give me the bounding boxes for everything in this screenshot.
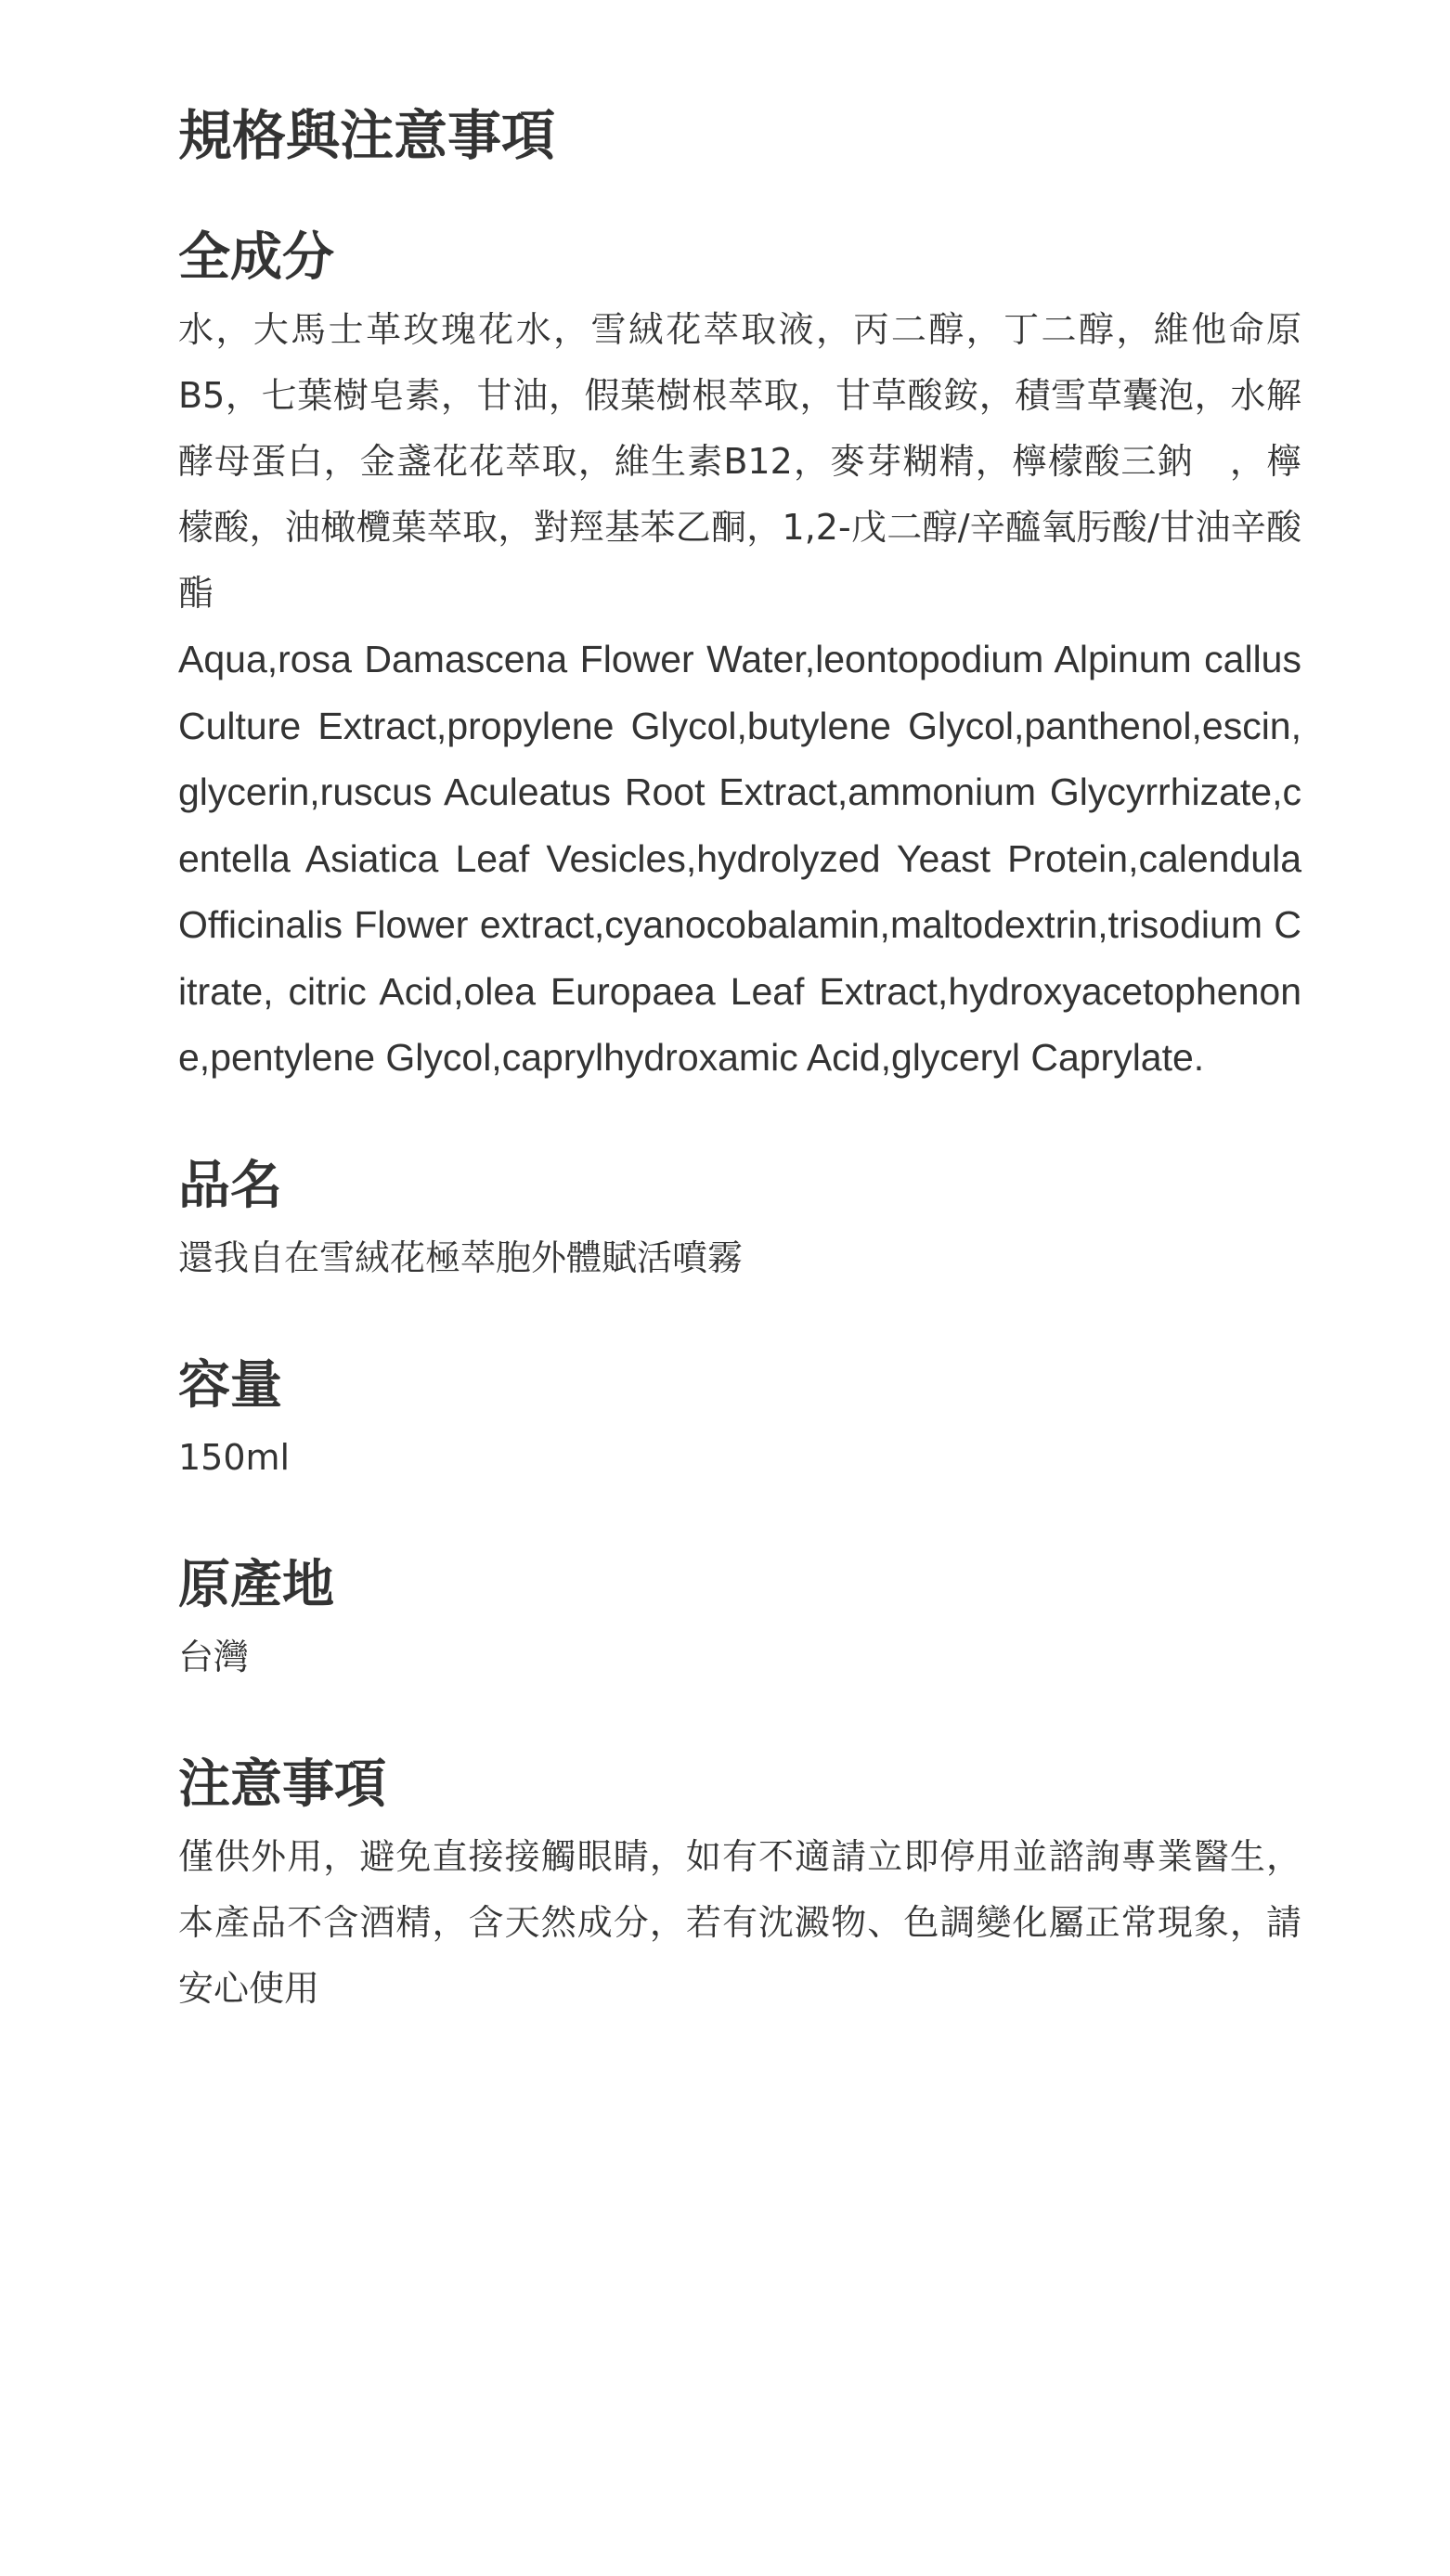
notes-heading: 注意事項 <box>178 1754 386 1815</box>
notes-section <box>178 1750 1301 2022</box>
product-name-value: 還我自在雪絨花極萃胞外體賦活噴霧 <box>178 1236 744 1278</box>
capacity-heading: 容量 <box>178 1354 282 1416</box>
product-name-section <box>178 1151 1301 1291</box>
origin-value: 台灣 <box>178 1636 250 1677</box>
ingredients-section <box>178 223 1301 1092</box>
product-name-heading: 品名 <box>178 1155 282 1216</box>
ingredients-heading: 全成分 <box>178 227 334 288</box>
page-title: 規格與注意事項 <box>178 104 556 167</box>
origin-heading: 原產地 <box>178 1554 334 1615</box>
ingredients-chinese-text: 水，大馬士革玫瑰花水，雪絨花萃取液，丙二醇，丁二醇，維他命原B5，七葉樹皂素，甘油，假葉樹根萃取，甘草酸銨，積雪草囊泡，水解酵母蛋白，金盞花花萃取，維生素B12，麥芽糊精，檸檬酸三鈉 ，檸檬酸，油橄欖葉萃取，對羥基苯乙酮，1,2-戊二醇/辛醯氧肟酸/甘油辛酸酯 <box>178 309 1301 614</box>
spec-content <box>178 97 1301 2022</box>
capacity-value: 150ml <box>178 1436 291 1478</box>
ingredients-english-text: Aqua,rosa Damascena Flower Water,leontopodium Alpinum callus Culture Extract,propylene Glycol,butylene Glycol,panthenol,escin,glycerin,ruscus Aculeatus Root Extract,ammonium Glycyrrhizate,centella Asiatica Leaf Vesicles,hydrolyzed Yeast Protein,calendula Officinalis Flower extract,cyanocobalamin,maltodextrin,trisodium Citrate, citric Acid,olea Europaea Leaf Extract,hydroxyacetophenone,pentylene Glycol,caprylhydroxamic Acid,glyceryl Caprylate. <box>178 638 1301 1079</box>
notes-value: 僅供外用，避免直接接觸眼睛，如有不適請立即停用並諮詢專業醫生，本產品不含酒精，含天然成分，若有沈澱物、色調變化屬正常現象，請安心使用 <box>178 1835 1301 2009</box>
capacity-section <box>178 1351 1301 1491</box>
origin-section <box>178 1550 1301 1690</box>
